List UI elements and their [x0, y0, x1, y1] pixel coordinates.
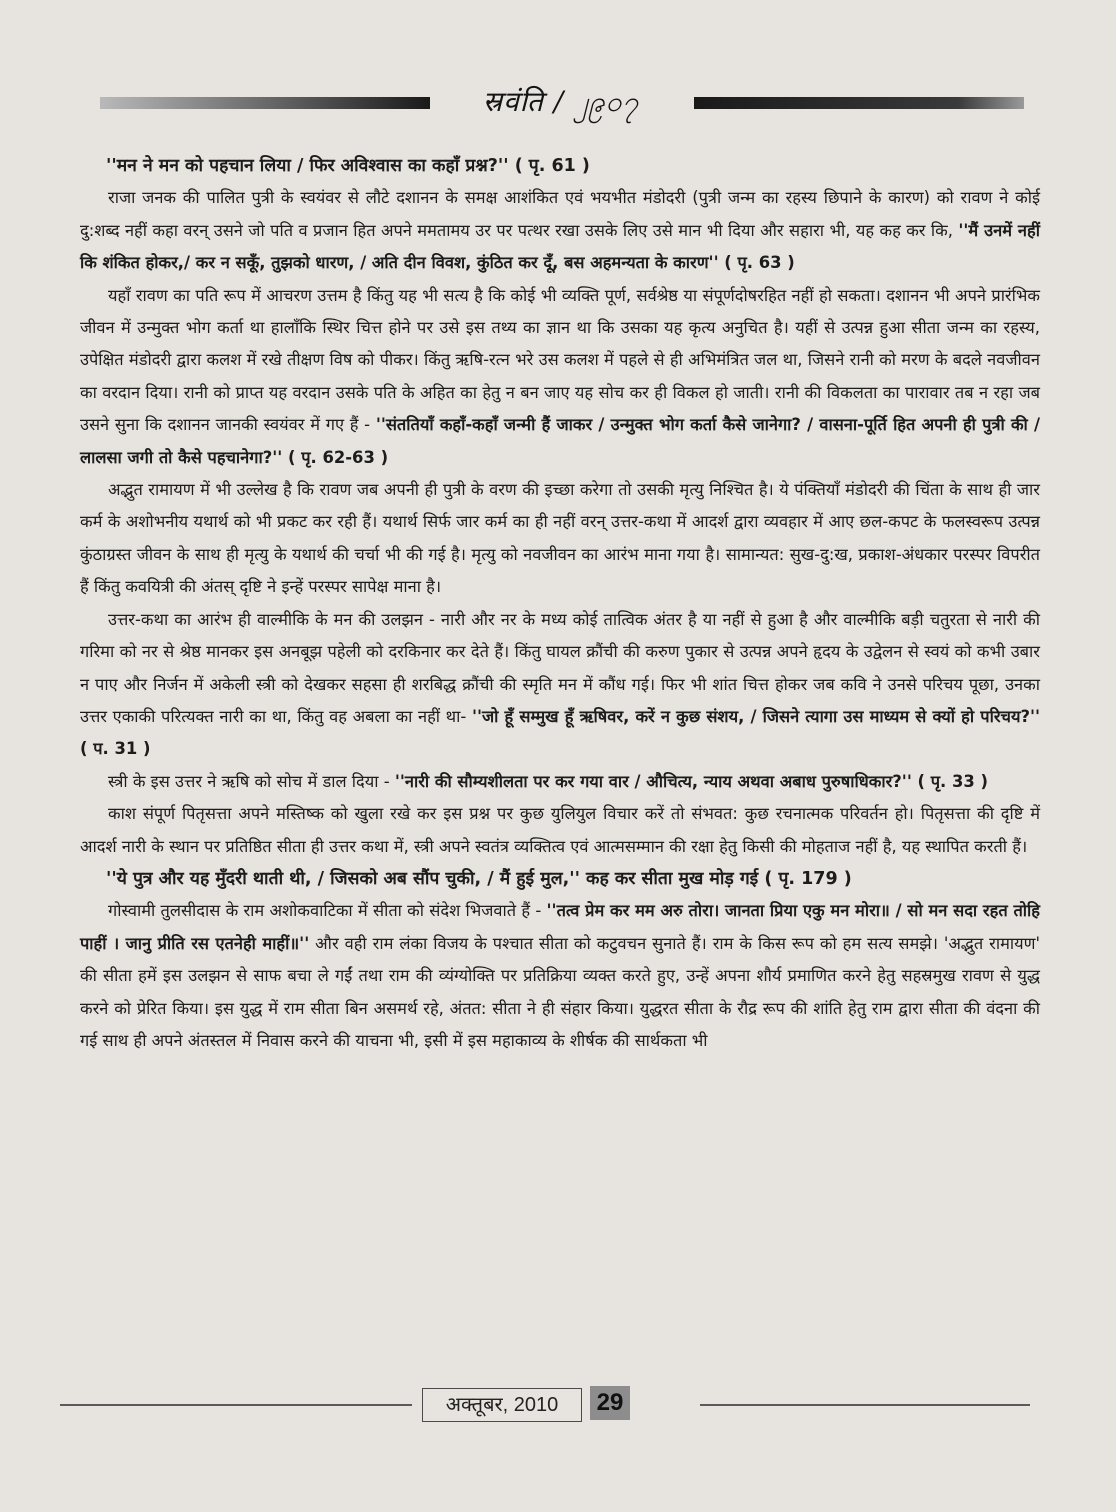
- footer-rule-left: [60, 1404, 412, 1406]
- paragraph-6: काश संपूर्ण पितृसत्ता अपने मस्तिष्क को खुला रखे कर इस प्रश्न पर कुछ युलियुल विचार करें तो संभवत: कुछ रचनात्मक परिवर्तन हो। पितृसत्ता की दृष्टि में आदर्श नारी के स्थान पर प्रतिष्ठित सीता ही उत्तर कथा में, स्त्री अपने स्वतंत्र व्यक्तित्व एवं आत्मसम्मान की रक्षा हेतु किसी की मोहताज नहीं है, यह स्थापित करती हैं।: [80, 804, 1040, 856]
- paragraph-4: [80, 604, 1040, 766]
- paragraph-3: अद्भुत रामायण में भी उल्लेख है कि रावण जब अपनी ही पुत्री के वरण की इच्छा करेगा तो उसकी मृत्यु निश्चित है। ये पंक्तियाँ मंडोदरी की चिंता के साथ ही जार कर्म के अशोभनीय यथार्थ को भी प्रकट कर रही हैं। यथार्थ सिर्फ जार कर्म का ही नहीं वरन् उत्तर-कथा में आदर्श द्वारा व्यवहार में आए छल-कपट के फलस्वरूप उत्पन्न कुंठाग्रस्त जीवन के साथ ही मृत्यु के यथार्थ की चर्चा भी की गई है। मृत्यु को नवजीवन का आरंभ माना गया है। सामान्यत: सुख-दु:ख, प्रकाश-अंधकार परस्पर विपरीत हैं किंतु कवयित्री की अंतस् दृष्टि ने इन्हें परस्पर सापेक्ष माना है।: [80, 480, 1040, 597]
- paragraph-1-text: राजा जनक की पालित पुत्री के स्वयंवर से लौटे दशानन के समक्ष आशंकित एवं भयभीत मंडोदरी (पुत्री जन्म का रहस्य छिपाने के कारण) को रावण ने कोई दु:शब्द नहीं कहा वरन् उसने जो पति व प्रजान हित अपने ममतामय उर पर पत्थर रखा उसके लिए उसे मान भी दिया और सहारा भी, यह कह कर कि,: [80, 188, 1040, 240]
- paragraph-4-text: उत्तर-कथा का आरंभ ही वाल्मीकि के मन की उलझन - नारी और नर के मध्य कोई तात्विक अंतर है या नहीं से हुआ है और वाल्मीकि बड़ी चतुरता से नारी की गरिमा को नर से श्रेष्ठ मानकर इस अनबूझ पहेली को दरकिनार कर देते हैं। किंतु घायल क्रौंची की करुण पुकार से उत्पन्न अपने हृदय के उद्वेलन से स्वयं को कभी उबार न पाए और निर्जन में अकेली स्त्री को देखकर सहसा ही शरबिद्ध क्रौंची की स्मृति मन में कौंध गई। फिर भी शांत चित्त होकर जब कवि ने उनसे परिचय पूछा, उनका उत्तर एकाकी परित्यक्त नारी का था, किंतु वह अबला का नहीं था-: [80, 609, 1040, 726]
- magazine-title: स्रवंति / ၂၉၀၇: [482, 85, 640, 118]
- paragraph-2-text: यहाँ रावण का पति रूप में आचरण उत्तम है किंतु यह भी सत्य है कि कोई भी व्यक्ति पूर्ण, सर्वश्रेष्ठ या संपूर्णदोषरहित नहीं हो सकता। दशानन भी अपने प्रारंभिक जीवन में उन्मुक्त भोग कर्ता था हालाँकि स्थिर चित्त होने पर उसे इस तथ्य का ज्ञान था कि उसका यह कृत्य अनुचित है। यहीं से उत्पन्न हुआ सीता जन्म का रहस्य, उपेक्षित मंडोदरी द्वारा कलश में रखे तीक्षण विष को पीकर। किंतु ऋषि-रत्न भरे उस कलश में पहले से ही अभिमंत्रित जल था, जिसने रानी को मरण के बदले नवजीवन का वरदान दिया। रानी को प्राप्त यह वरदान उसके पति के अहित का हेतु न बन जाए यह सोच कर ही विकल हो जाती। रानी की विकलता का पारावार तब न रहा जब उसने सुना कि दशानन जानकी स्वयंवर में गए हैं -: [80, 285, 1040, 435]
- paragraph-5-quote: ''नारी की सौम्यशीलता पर कर गया वार / औचित्य, न्याय अथवा अबाध पुरुषाधिकार?'' ( पृ. 33 ): [394, 771, 988, 791]
- quote-heading-1: ''मन ने मन को पहचान लिया / फिर अविश्वास का कहाँ प्रश्न?'' ( पृ. 61 ): [106, 156, 590, 176]
- paragraph-5-text: स्त्री के इस उत्तर ने ऋषि को सोच में डाल दिया -: [108, 771, 395, 791]
- paragraph-1-quote: ''मैं उनमें नहीं कि शंकित होकर,/ कर न सकूँ, तुझको धारण, / अति दीन विवश, कुंठित कर दूँ, बस अहमन्यता के कारण'' ( पृ. 63 ): [80, 220, 1040, 273]
- article-body: [80, 150, 1040, 1057]
- header-rule-right: [694, 97, 1024, 109]
- paragraph-2-quote: ''संततियाँ कहाँ-कहाँ जन्मी हैं जाकर / उन्मुक्त भोग कर्ता कैसे जानेगा? / वासना-पूर्ति हित अपनी ही पुत्री की / लालसा जगी तो कैसे पहचानेगा?'' ( पृ. 62-63 ): [80, 415, 1040, 467]
- page-header: [82, 80, 1042, 124]
- paragraph-7-quote: ''तत्व प्रेम कर मम अरु तोरा। जानता प्रिया एकु मन मोरा॥ / सो मन सदा रहत तोहि पाहीं । जानु प्रीति रस एतनेही माहीं॥'': [80, 901, 1040, 953]
- paragraph-1: [80, 182, 1040, 279]
- paragraph-2: [80, 280, 1040, 474]
- paragraph-7: [80, 895, 1040, 1057]
- paragraph-7-rest: और वही राम लंका विजय के पश्चात सीता को कटुवचन सुनाते हैं। राम के किस रूप को हम सत्य समझे। 'अद्भुत रामायण' की सीता हमें इस उलझन से साफ बचा ले गईं तथा राम की व्यंग्योक्ति पर प्रतिक्रिया व्यक्त करते हुए, उन्हें अपना शौर्य प्रमाणित करने हेतु सहस्रमुख रावण से युद्ध करने को प्रेरित किया। इस युद्ध में राम सीता बिन असमर्थ रहे, अंतत: सीता ने ही संहार किया। युद्धरत सीता के रौद्र रूप की शांति हेतु राम द्वारा सीता की वंदना की गई साथ ही अपने अंतस्तल में निवास करने की याचना भी, इसी में इस महाकाव्य के शीर्षक की सार्थकता भी: [80, 933, 1040, 1050]
- paragraph-4-quote: ''जो हूँ सम्मुख हूँ ऋषिवर, करें न कुछ संशय, / जिसने त्यागा उस माध्यम से क्यों हो परिचय?'' ( प. 31 ): [80, 706, 1040, 759]
- paragraph-5: [80, 766, 1040, 798]
- footer-rule-right: [700, 1404, 1030, 1406]
- header-rule-left: [100, 97, 430, 109]
- page-number: 29: [590, 1386, 630, 1420]
- issue-date: अक्तूबर, 2010: [422, 1388, 582, 1422]
- page-footer: [60, 1380, 1040, 1430]
- paragraph-7-text: गोस्वामी तुलसीदास के राम अशोकवाटिका में सीता को संदेश भिजवाते हैं -: [108, 901, 547, 921]
- quote-heading-2: ''ये पुत्र और यह मुँदरी थाती थी, / जिसको अब सौंप चुकी, / मैं हुई मुल,'' कह कर सीता मुख मोड़ गई ( पृ. 179 ): [106, 868, 852, 889]
